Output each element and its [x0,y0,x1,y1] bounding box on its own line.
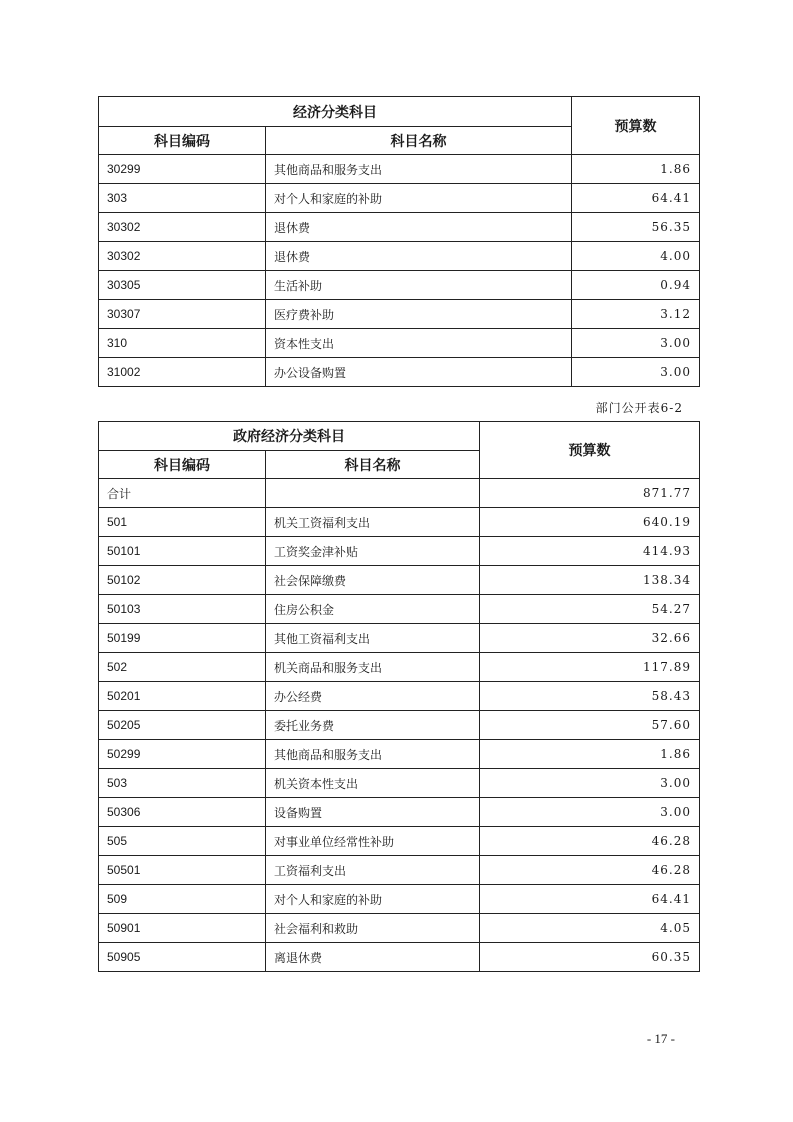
row-code: 303 [99,184,266,213]
row-code: 50306 [99,798,266,827]
table-row [99,740,700,769]
row-name: 社会保障缴费 [266,566,480,595]
table-row [99,537,700,566]
row-amount: 138.34 [480,566,700,595]
row-code: 50103 [99,595,266,624]
row-code: 501 [99,508,266,537]
row-amount: 1.86 [572,155,700,184]
row-code: 合计 [99,479,266,508]
row-amount: 3.00 [480,769,700,798]
row-amount: 54.27 [480,595,700,624]
row-name: 其他商品和服务支出 [266,740,480,769]
row-name: 机关商品和服务支出 [266,653,480,682]
row-amount: 3.00 [572,358,700,387]
row-code: 505 [99,827,266,856]
row-amount: 64.41 [572,184,700,213]
row-amount: 46.28 [480,856,700,885]
row-amount: 46.28 [480,827,700,856]
table-row [99,566,700,595]
table-row [99,155,700,184]
table-row [99,300,700,329]
table-row [99,479,700,508]
row-code: 50201 [99,682,266,711]
table-row [99,213,700,242]
table-row [99,682,700,711]
row-amount: 57.60 [480,711,700,740]
row-amount: 4.00 [572,242,700,271]
group-header: 经济分类科目 [99,97,572,127]
row-code: 31002 [99,358,266,387]
row-amount: 60.35 [480,943,700,972]
table-row [99,624,700,653]
row-name: 机关资本性支出 [266,769,480,798]
row-amount: 58.43 [480,682,700,711]
code-header: 科目编码 [99,451,266,479]
table-row [99,329,700,358]
row-amount: 414.93 [480,537,700,566]
code-header: 科目编码 [99,127,266,155]
table-row [99,769,700,798]
amount-header: 预算数 [480,422,700,479]
economic-classification-table [98,96,700,387]
row-name: 办公设备购置 [266,358,572,387]
name-header: 科目名称 [266,451,480,479]
table-row [99,827,700,856]
row-name: 办公经费 [266,682,480,711]
row-name: 机关工资福利支出 [266,508,480,537]
table-row [99,943,700,972]
row-code: 50199 [99,624,266,653]
table-row [99,242,700,271]
table-row [99,653,700,682]
row-name: 离退休费 [266,943,480,972]
row-code: 50101 [99,537,266,566]
row-code: 50501 [99,856,266,885]
row-amount: 871.77 [480,479,700,508]
table-row [99,856,700,885]
row-name: 生活补助 [266,271,572,300]
row-name: 设备购置 [266,798,480,827]
row-amount: 64.41 [480,885,700,914]
row-code: 50901 [99,914,266,943]
table-body [99,479,700,972]
table-body [99,155,700,387]
row-name: 对事业单位经常性补助 [266,827,480,856]
row-amount: 117.89 [480,653,700,682]
row-name: 退休费 [266,213,572,242]
row-code: 30307 [99,300,266,329]
table-row [99,914,700,943]
row-name: 其他商品和服务支出 [266,155,572,184]
row-amount: 1.86 [480,740,700,769]
table-row [99,358,700,387]
name-header: 科目名称 [266,127,572,155]
row-amount: 3.12 [572,300,700,329]
table-row [99,271,700,300]
row-amount: 56.35 [572,213,700,242]
row-name: 对个人和家庭的补助 [266,184,572,213]
page-number: - 17 - [646,1031,675,1046]
table-row [99,595,700,624]
row-amount: 3.00 [480,798,700,827]
row-code: 50905 [99,943,266,972]
row-code: 310 [99,329,266,358]
row-name: 委托业务费 [266,711,480,740]
row-code: 503 [99,769,266,798]
group-header: 政府经济分类科目 [99,422,480,451]
row-name: 社会福利和救助 [266,914,480,943]
table-caption: 部门公开表6-2 [595,401,683,415]
table-row [99,711,700,740]
government-economic-classification-table [98,421,700,972]
row-amount: 32.66 [480,624,700,653]
table-row [99,508,700,537]
row-amount: 4.05 [480,914,700,943]
row-amount: 0.94 [572,271,700,300]
row-name: 工资奖金津补贴 [266,537,480,566]
row-code: 30305 [99,271,266,300]
table-row [99,184,700,213]
row-name: 住房公积金 [266,595,480,624]
row-code: 30302 [99,213,266,242]
row-name: 医疗费补助 [266,300,572,329]
table-row [99,885,700,914]
row-code: 502 [99,653,266,682]
table-row [99,798,700,827]
row-name: 其他工资福利支出 [266,624,480,653]
row-name: 退休费 [266,242,572,271]
row-code: 509 [99,885,266,914]
row-amount: 640.19 [480,508,700,537]
row-name [266,479,480,508]
row-code: 30302 [99,242,266,271]
row-name: 资本性支出 [266,329,572,358]
row-name: 工资福利支出 [266,856,480,885]
row-name: 对个人和家庭的补助 [266,885,480,914]
amount-header: 预算数 [572,97,700,155]
row-code: 50205 [99,711,266,740]
row-code: 50299 [99,740,266,769]
row-amount: 3.00 [572,329,700,358]
row-code: 50102 [99,566,266,595]
row-code: 30299 [99,155,266,184]
